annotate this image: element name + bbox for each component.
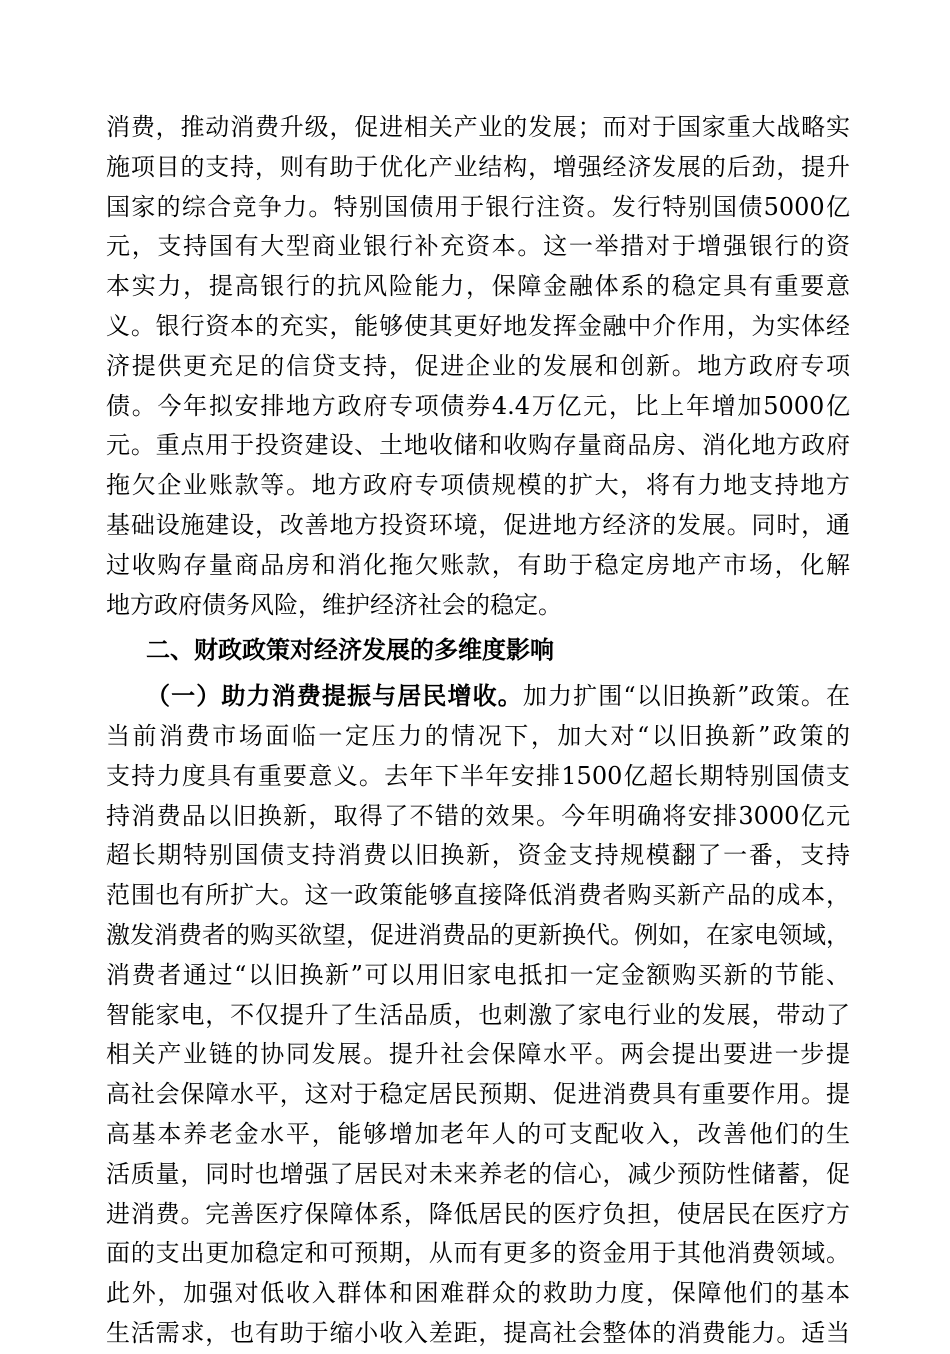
text-line: 此外，加强对低收入群体和困难群众的救助力度，保障他们的基本 — [106, 1279, 850, 1308]
section-heading: 二、财政政策对经济发展的多维度影响 — [146, 636, 554, 665]
text-line: 义。银行资本的充实，能够使其更好地发挥金融中介作用，为实体经 — [106, 311, 850, 340]
text-line: 范围也有所扩大。这一政策能够直接降低消费者购买新产品的成本， — [106, 881, 850, 910]
text-line: 持消费品以旧换新，取得了不错的效果。今年明确将安排3000亿元 — [106, 801, 850, 830]
text-line: 生活需求，也有助于缩小收入差距，提高社会整体的消费能力。适当 — [106, 1318, 850, 1347]
text-line: 超长期特别国债支持消费以旧换新，资金支持规模翻了一番，支持 — [106, 841, 850, 870]
text-line: 相关产业链的协同发展。提升社会保障水平。两会提出要进一步提 — [106, 1040, 850, 1069]
text-line: 活质量，同时也增强了居民对未来养老的信心，减少预防性储蓄，促 — [106, 1159, 850, 1188]
text-line: 济提供更充足的信贷支持，促进企业的发展和创新。地方政府专项 — [106, 351, 850, 380]
paragraph-1 — [106, 108, 850, 625]
text-line: 地方政府债务风险，维护经济社会的稳定。 — [106, 590, 562, 619]
text-line: 本实力，提高银行的抗风险能力，保障金融体系的稳定具有重要意 — [106, 272, 850, 301]
text-line: 消费，推动消费升级，促进相关产业的发展；而对于国家重大战略实 — [106, 113, 850, 141]
document-page — [106, 108, 850, 1354]
text-line: 元。重点用于投资建设、土地收储和收购存量商品房、消化地方政府 — [106, 431, 850, 460]
text-line: 过收购存量商品房和消化拖欠账款，有助于稳定房地产市场，化解 — [106, 550, 850, 579]
text-line: 高社会保障水平，这对于稳定居民预期、促进消费具有重要作用。提 — [106, 1080, 850, 1109]
text-line: 支持力度具有重要意义。去年下半年安排1500亿超长期特别国债支 — [106, 761, 850, 790]
text-line: 国家的综合竞争力。特别国债用于银行注资。发行特别国债5000亿 — [106, 192, 850, 221]
first-line-rest: 加力扩围“以旧换新”政策。在 — [522, 682, 850, 711]
text-line: 激发消费者的购买欲望，促进消费品的更新换代。例如，在家电领域， — [106, 920, 850, 949]
text-line-first — [106, 677, 850, 717]
text-line: 当前消费市场面临一定压力的情况下，加大对“以旧换新”政策的 — [106, 721, 850, 750]
text-line: 消费者通过“以旧换新”可以用旧家电抵扣一定金额购买新的节能、 — [106, 960, 850, 989]
paragraph-2 — [106, 677, 850, 1354]
text-line: 基础设施建设，改善地方投资环境，促进地方经济的发展。同时，通 — [106, 510, 850, 539]
text-line: 面的支出更加稳定和可预期，从而有更多的资金用于其他消费领域。 — [106, 1239, 850, 1268]
text-line: 施项目的支持，则有助于优化产业结构，增强经济发展的后劲，提升 — [106, 152, 850, 181]
subsection-lead: （一）助力消费提振与居民增收。 — [146, 682, 523, 711]
text-line: 债。今年拟安排地方政府专项债券4.4万亿元，比上年增加5000亿 — [106, 391, 850, 420]
text-line: 智能家电，不仅提升了生活品质，也刺激了家电行业的发展，带动了 — [106, 1000, 850, 1029]
text-line: 元，支持国有大型商业银行补充资本。这一举措对于增强银行的资 — [106, 232, 850, 261]
text-line: 拖欠企业账款等。地方政府专项债规模的扩大，将有力地支持地方 — [106, 471, 850, 500]
text-line: 进消费。完善医疗保障体系，降低居民的医疗负担，使居民在医疗方 — [106, 1199, 850, 1228]
text-line: 高基本养老金水平，能够增加老年人的可支配收入，改善他们的生 — [106, 1119, 850, 1148]
